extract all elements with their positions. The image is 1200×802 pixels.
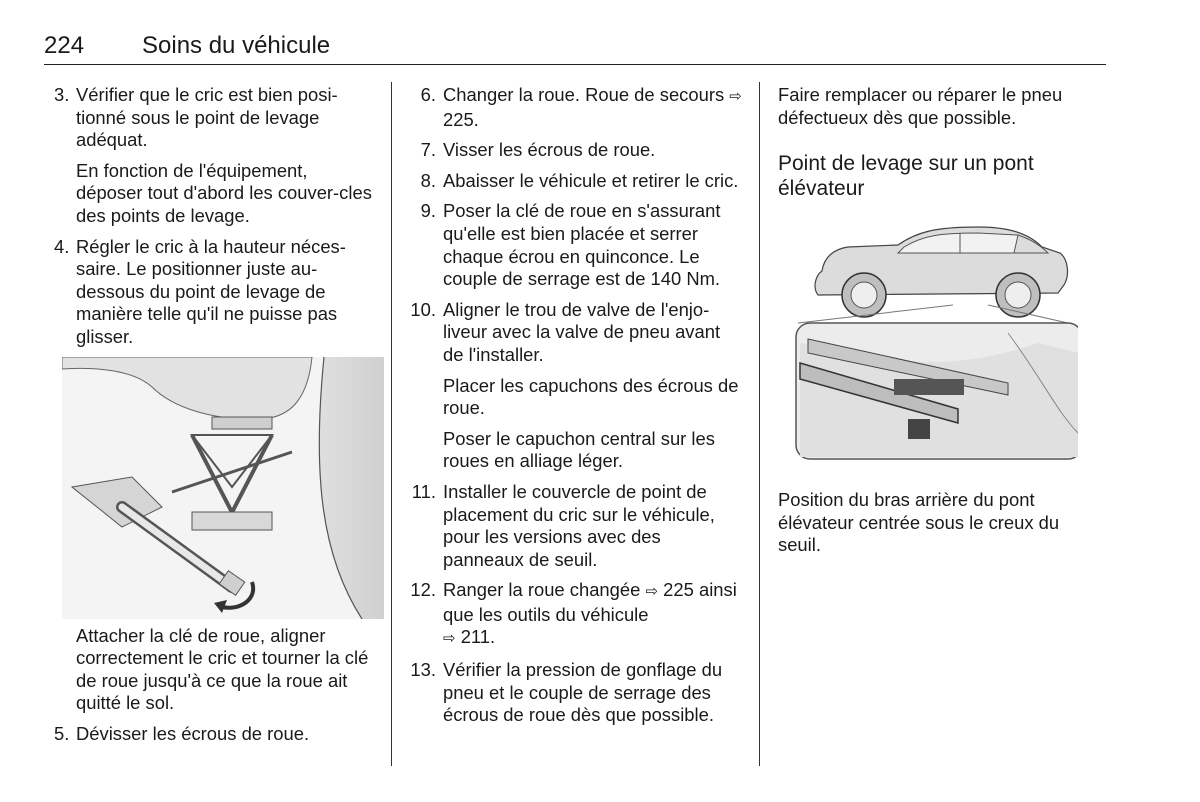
- figure-caption: Attacher la clé de roue, aligner correctement le cric et tourner la clé de roue jusqu'à ce que la roue ait quitté le sol.: [76, 624, 369, 714]
- figure-caption: Position du bras arrière du pont élévateur centrée sous le creux du seuil.: [778, 489, 1060, 556]
- step-number: 11.: [411, 480, 436, 502]
- step-8: [406, 170, 744, 193]
- step-number: 4.: [54, 235, 70, 257]
- step-10-note-1: Placer les capuchons des écrous de roue.: [443, 374, 739, 419]
- page-ref[interactable]: 211.: [460, 626, 496, 648]
- step-5: [50, 723, 376, 746]
- step-number: 10.: [410, 298, 436, 320]
- step-text: ainsi que les outils du véhicule: [443, 579, 737, 625]
- step-number: 9.: [420, 200, 436, 222]
- section-title: Soins du véhicule: [142, 32, 331, 59]
- ref-arrow-icon: ⇨: [645, 583, 659, 601]
- ref-arrow-icon: ⇨: [443, 630, 456, 648]
- page-number: 224: [44, 32, 85, 59]
- step-text: Vérifier la pression de gonflage du pneu et le couple de serrage des écrous de roue dès que possible.: [443, 659, 723, 726]
- page-ref[interactable]: 225: [663, 579, 694, 601]
- column-1: [50, 84, 376, 754]
- step-text: Changer la roue. Roue de secours: [443, 84, 725, 105]
- step-text: Régler le cric à la hauteur néces-saire. Le positionner juste au-dessous du point de levage de manière telle qu'il ne puisse pas glisser.: [76, 235, 346, 347]
- page-ref[interactable]: 225.: [443, 108, 479, 130]
- page-header: [44, 30, 1106, 65]
- lift-point-illustration: [778, 213, 1078, 475]
- step-7: [406, 139, 744, 162]
- step-number: 7.: [420, 139, 436, 161]
- step-text: Visser les écrous de roue.: [443, 139, 656, 161]
- step-number: 5.: [54, 722, 70, 744]
- ref-arrow-icon: ⇨: [729, 88, 742, 105]
- step-number: 3.: [54, 84, 70, 105]
- step-text: Vérifier que le cric est bien posi-tionné sous le point de levage adéquat.: [76, 84, 338, 151]
- step-text: Installer le couvercle de point de placement du cric sur le véhicule, pour les versions avec des panneaux de seuil.: [443, 480, 715, 570]
- step-4: [50, 236, 376, 349]
- column-2: [406, 84, 744, 735]
- section-heading: Point de levage sur un pont élévateur: [778, 152, 1034, 201]
- column-divider: [391, 82, 392, 766]
- step-13: [406, 659, 744, 727]
- step-10-note-2: Poser le capuchon central sur les roues en alliage léger.: [443, 427, 715, 472]
- step-number: 8.: [420, 169, 436, 191]
- step-text: Ranger la roue changée: [443, 579, 641, 601]
- step-11: [406, 481, 744, 571]
- step-9: [406, 200, 744, 290]
- step-text: Dévisser les écrous de roue.: [76, 722, 310, 744]
- step-text: Aligner le trou de valve de l'enjo-liveur avec la valve de pneu avant de l'installer.: [443, 298, 721, 365]
- step-number: 12.: [410, 579, 436, 601]
- column-3: [778, 84, 1100, 565]
- intro-paragraph: Faire remplacer ou réparer le pneu défectueux dès que possible.: [778, 84, 1063, 128]
- step-3: [50, 84, 376, 152]
- step-text: Abaisser le véhicule et retirer le cric.: [443, 169, 739, 191]
- step-6: [406, 84, 744, 131]
- step-3-note: En fonction de l'équipement, déposer tout d'abord les couver-cles des points de levage.: [76, 159, 372, 226]
- step-12: [406, 579, 744, 651]
- step-number: 13.: [410, 659, 436, 681]
- column-divider: [759, 82, 760, 766]
- step-number: 6.: [420, 84, 436, 105]
- step-text: Poser la clé de roue en s'assurant qu'elle est bien placée et serrer chaque écrou en quinconce. Le couple de serrage est de 140 Nm.: [443, 200, 721, 290]
- jack-illustration: [62, 357, 384, 619]
- step-10: [406, 299, 744, 367]
